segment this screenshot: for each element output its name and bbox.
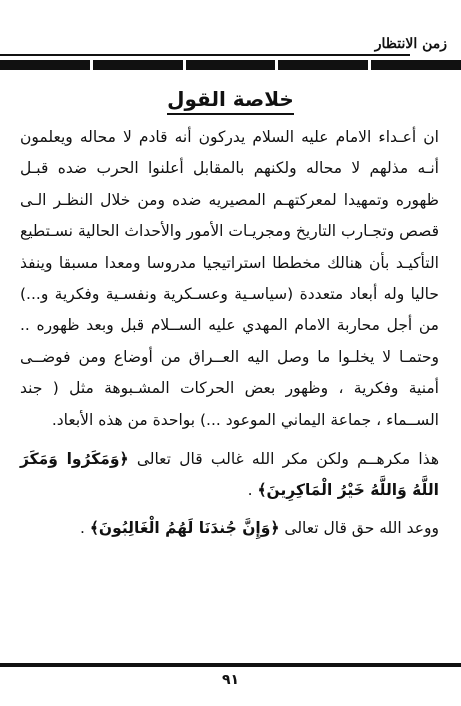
- header-rule-segment: [278, 60, 368, 70]
- header-rule: [0, 60, 461, 70]
- section-title: [0, 84, 461, 114]
- header-rule-segment: [186, 60, 276, 70]
- header-rule-segment: [93, 60, 183, 70]
- running-title: زمن الانتظار: [374, 36, 447, 52]
- running-header: [14, 32, 447, 56]
- header-rule-segment: [0, 60, 90, 70]
- header-thin-rule: [0, 54, 410, 56]
- quran-verse-2: ﴿وَإِنَّ جُندَنَا لَهُمُ الْغَالِبُونَ﴾: [89, 518, 280, 537]
- paragraph-2-intro: هذا مكرهــم ولكن مكر الله غالب قال تعالى: [136, 450, 439, 469]
- footer-rule: [0, 663, 461, 667]
- quran-verse-1: ﴿وَمَكَرُوا وَمَكَرَ اللَّهُ وَاللَّهُ خَيْرُ الْمَاكِرِينَ﴾: [20, 450, 439, 500]
- paragraph-3-end: .: [79, 518, 85, 537]
- paragraph-2: [20, 444, 439, 507]
- body-text: [20, 122, 439, 544]
- paragraph-2-end: .: [247, 481, 253, 500]
- paragraph-3: [20, 513, 439, 544]
- paragraph-1: ان أعـداء الامام عليه السلام يدركون أنه قادم لا محاله ويعلمون أنـه مذلهم لا محاله ولكنهم بالمقابل أعلنوا الحرب ضده قبـل ظهوره وتمهيدا لمعركتهـم المصيريه ضده ومن خلال النظـر الـى قصص وتجـارب التاريخ ومجريـات الأمور والأحداث الحالية نسـتطيع التأكيـد بأن هنالك مخططا استراتيجيا مدروسا ومعدا مسبقا وينفذ حاليا وله أبعاد متعددة (سياسـية وعسـكرية ونفسـية وفكرية و...) من أجل محاربة الامام المهدي عليه الســلام قبل وبعد ظهوره .. وحتمـا لا يخلـوا ما وصل اليه العــراق من أوضاع ومن فوضــى أمنية وفكرية ، وظهور بعض الحركات المشـبوهة مثل ( جند الســماء ، جماعة اليماني الموعود ...) بواحدة من هذه الأبعاد.: [20, 128, 439, 429]
- paragraph-3-intro: ووعد الله حق قال تعالى: [284, 518, 439, 537]
- header-rule-segment: [371, 60, 461, 70]
- page-number: ٩١: [221, 672, 240, 688]
- section-title-text: خلاصة القول: [167, 87, 294, 115]
